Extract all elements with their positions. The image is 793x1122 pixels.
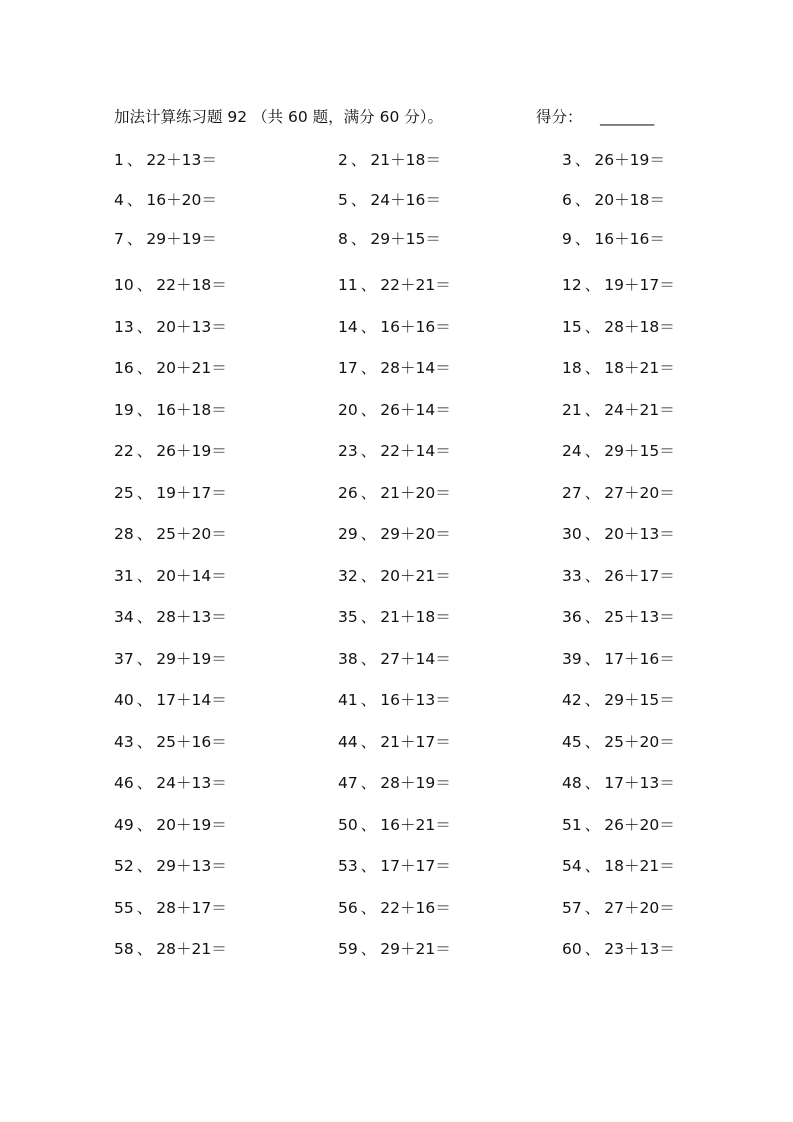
problem-separator: 、 [136,525,153,543]
problem-expression: 25＋20＝ [604,732,675,751]
problem-row [114,436,694,478]
problem-item [338,561,451,591]
problem-expression: 29＋15＝ [370,230,441,248]
problem-item [114,395,227,425]
problem-expression: 29＋21＝ [380,940,451,958]
problem-expression: 28＋14＝ [380,359,451,377]
worksheet-title: 加法计算练习题 92 （共 60 题，满分 60 分）。 [114,108,443,126]
problem-separator: 、 [584,691,601,709]
problem-number: 10 [114,276,134,294]
problem-expression: 16＋13＝ [380,691,451,709]
problem-expression: 29＋19＝ [156,649,227,668]
problem-item [562,145,665,175]
problem-separator: 、 [360,774,377,792]
problem-expression: 23＋13＝ [604,940,675,958]
problem-number: 55 [114,898,134,917]
problem-expression: 17＋17＝ [380,857,451,875]
problem-separator: 、 [584,400,601,419]
problem-number: 8 [338,230,348,248]
problem-number: 18 [562,359,582,377]
problem-item [338,312,451,342]
problem-row [114,224,694,270]
problem-number: 52 [114,857,134,875]
problem-expression: 16＋16＝ [380,317,451,336]
problem-expression: 20＋14＝ [156,566,227,585]
problem-number: 31 [114,566,134,585]
problem-row [114,145,694,185]
problem-row [114,353,694,395]
problem-number: 12 [562,276,582,294]
problem-separator: 、 [360,317,377,336]
problem-number: 19 [114,400,134,419]
problem-expression: 26＋20＝ [604,815,675,834]
problem-separator: 、 [584,649,601,668]
problem-separator: 、 [360,732,377,751]
problem-expression: 25＋16＝ [156,732,227,751]
problem-number: 11 [338,276,358,294]
problem-row [114,644,694,686]
problem-number: 54 [562,857,582,875]
problem-row [114,685,694,727]
problem-number: 17 [338,359,358,377]
problem-separator: 、 [136,898,153,917]
problem-item [562,685,675,715]
problem-row [114,934,694,974]
problem-number: 34 [114,608,134,626]
problem-expression: 20＋18＝ [594,190,665,209]
problem-number: 32 [338,566,358,585]
problem-separator: 、 [584,732,601,751]
problem-expression: 27＋20＝ [604,898,675,917]
problem-number: 48 [562,774,582,792]
problem-item [338,270,451,300]
problem-item [562,644,675,674]
problem-expression: 22＋14＝ [380,442,451,460]
problem-row [114,561,694,603]
problem-expression: 16＋20＝ [146,190,217,209]
problem-number: 4 [114,190,124,209]
problem-number: 56 [338,898,358,917]
problem-expression: 22＋13＝ [146,151,217,169]
problem-number: 1 [114,151,124,169]
problem-expression: 26＋17＝ [604,566,675,585]
problem-item [562,270,675,300]
problem-expression: 20＋21＝ [380,566,451,585]
problem-item [338,644,451,674]
problem-expression: 27＋14＝ [380,649,451,668]
problem-item [562,224,665,254]
problem-number: 2 [338,151,348,169]
problem-separator: 、 [584,276,601,294]
problem-expression: 25＋20＝ [156,525,227,543]
problem-expression: 28＋19＝ [380,774,451,792]
problem-number: 3 [562,151,572,169]
problem-expression: 18＋21＝ [604,857,675,875]
problem-item [562,768,675,798]
problem-separator: 、 [136,691,153,709]
problem-separator: 、 [136,359,153,377]
problem-item [338,185,441,215]
problem-separator: 、 [136,608,153,626]
problem-separator: 、 [360,276,377,294]
problem-separator: 、 [360,525,377,543]
problem-item [114,270,227,300]
problem-item [338,436,451,466]
problem-expression: 21＋17＝ [380,732,451,751]
problem-row [114,810,694,852]
problem-row [114,312,694,354]
problem-separator: 、 [584,940,601,958]
problem-expression: 17＋16＝ [604,649,675,668]
problem-item [562,519,675,549]
problem-separator: 、 [136,774,153,792]
problem-number: 59 [338,940,358,958]
problem-number: 28 [114,525,134,543]
worksheet-header [114,104,674,130]
problem-item [338,685,451,715]
problem-number: 36 [562,608,582,626]
problem-number: 26 [338,483,358,502]
problem-separator: 、 [584,483,601,502]
problem-separator: 、 [574,190,591,209]
problem-number: 57 [562,898,582,917]
problem-item [114,602,227,632]
problem-number: 33 [562,566,582,585]
problem-expression: 24＋13＝ [156,774,227,792]
problem-row [114,270,694,312]
problem-number: 16 [114,359,134,377]
problem-item [338,519,451,549]
problem-item [562,727,675,757]
problem-number: 24 [562,442,582,460]
problem-separator: 、 [584,317,601,336]
problem-separator: 、 [574,230,591,248]
problem-number: 9 [562,230,572,248]
problem-row [114,893,694,935]
problem-expression: 26＋19＝ [156,442,227,460]
problem-separator: 、 [360,400,377,419]
problem-separator: 、 [360,940,377,958]
problem-number: 39 [562,649,582,668]
problem-expression: 25＋13＝ [604,608,675,626]
problem-item [114,185,217,215]
problem-separator: 、 [360,857,377,875]
problem-separator: 、 [360,691,377,709]
problem-item [114,145,217,175]
problem-expression: 20＋21＝ [156,359,227,377]
score-label: 得分： [536,108,583,126]
problem-number: 5 [338,190,348,209]
problem-expression: 27＋20＝ [604,483,675,502]
problem-separator: 、 [350,151,367,169]
problem-item [338,145,441,175]
problem-item [338,224,441,254]
problem-separator: 、 [584,442,601,460]
problem-separator: 、 [584,774,601,792]
problem-item [338,395,451,425]
problem-item [562,395,675,425]
problem-grid [114,145,694,974]
problem-number: 7 [114,230,124,248]
problem-separator: 、 [136,857,153,875]
problem-item [562,851,675,881]
problem-expression: 21＋18＝ [370,151,441,169]
problem-item [114,768,227,798]
problem-separator: 、 [360,359,377,377]
problem-separator: 、 [584,359,601,377]
problem-item [114,478,227,508]
problem-number: 41 [338,691,358,709]
problem-number: 43 [114,732,134,751]
problem-expression: 24＋16＝ [370,190,441,209]
problem-item [562,312,675,342]
problem-number: 58 [114,940,134,958]
problem-expression: 20＋13＝ [604,525,675,543]
problem-item [338,353,451,383]
problem-item [562,353,675,383]
problem-item [562,602,675,632]
problem-number: 14 [338,317,358,336]
problem-row [114,602,694,644]
problem-separator: 、 [350,190,367,209]
problem-number: 22 [114,442,134,460]
problem-number: 29 [338,525,358,543]
problem-row [114,851,694,893]
problem-expression: 16＋21＝ [380,815,451,834]
problem-row [114,519,694,561]
problem-item [562,478,675,508]
problem-expression: 19＋17＝ [156,483,227,502]
problem-item [562,436,675,466]
problem-number: 25 [114,483,134,502]
problem-separator: 、 [584,898,601,917]
problem-number: 21 [562,400,582,419]
problem-number: 42 [562,691,582,709]
problem-number: 49 [114,815,134,834]
problem-number: 47 [338,774,358,792]
problem-row [114,395,694,437]
problem-item [562,185,665,215]
problem-expression: 19＋17＝ [604,276,675,294]
problem-separator: 、 [126,190,143,209]
problem-separator: 、 [360,483,377,502]
problem-separator: 、 [584,525,601,543]
problem-expression: 28＋13＝ [156,608,227,626]
problem-expression: 26＋19＝ [594,151,665,169]
problem-number: 20 [338,400,358,419]
problem-item [338,934,451,964]
problem-separator: 、 [126,151,143,169]
problem-number: 51 [562,815,582,834]
problem-number: 50 [338,815,358,834]
problem-separator: 、 [126,230,143,248]
problem-expression: 16＋18＝ [156,400,227,419]
problem-expression: 26＋14＝ [380,400,451,419]
problem-expression: 29＋20＝ [380,525,451,543]
problem-separator: 、 [136,276,153,294]
problem-expression: 29＋15＝ [604,442,675,460]
problem-number: 53 [338,857,358,875]
problem-expression: 29＋19＝ [146,230,217,248]
problem-expression: 21＋18＝ [380,608,451,626]
problem-item [338,602,451,632]
problem-separator: 、 [136,483,153,502]
problem-item [338,851,451,881]
problem-item [562,934,675,964]
problem-number: 40 [114,691,134,709]
problem-item [114,810,227,840]
problem-separator: 、 [584,857,601,875]
problem-number: 35 [338,608,358,626]
problem-item [562,810,675,840]
problem-item [114,436,227,466]
problem-item [338,727,451,757]
problem-separator: 、 [136,317,153,336]
problem-separator: 、 [136,649,153,668]
problem-item [114,224,217,254]
problem-item [114,519,227,549]
problem-item [114,312,227,342]
problem-separator: 、 [136,566,153,585]
problem-item [114,727,227,757]
problem-row [114,478,694,520]
problem-number: 27 [562,483,582,502]
problem-number: 60 [562,940,582,958]
problem-separator: 、 [136,940,153,958]
problem-item [562,893,675,923]
problem-row [114,768,694,810]
problem-number: 45 [562,732,582,751]
problem-separator: 、 [136,442,153,460]
problem-expression: 21＋20＝ [380,483,451,502]
problem-expression: 20＋19＝ [156,815,227,834]
problem-expression: 22＋18＝ [156,276,227,294]
problem-number: 6 [562,190,572,209]
problem-item [338,768,451,798]
problem-number: 13 [114,317,134,336]
problem-expression: 17＋13＝ [604,774,675,792]
problem-separator: 、 [584,815,601,834]
problem-separator: 、 [584,608,601,626]
problem-expression: 28＋21＝ [156,940,227,958]
problem-item [338,478,451,508]
problem-expression: 20＋13＝ [156,317,227,336]
problem-item [338,893,451,923]
problem-number: 30 [562,525,582,543]
problem-expression: 28＋18＝ [604,317,675,336]
problem-item [114,644,227,674]
problem-row [114,185,694,225]
problem-item [114,685,227,715]
problem-separator: 、 [360,442,377,460]
problem-item [338,810,451,840]
problem-expression: 22＋21＝ [380,276,451,294]
problem-expression: 28＋17＝ [156,898,227,917]
problem-expression: 16＋16＝ [594,230,665,248]
problem-number: 23 [338,442,358,460]
problem-item [114,893,227,923]
problem-expression: 17＋14＝ [156,691,227,709]
problem-separator: 、 [350,230,367,248]
problem-item [114,934,227,964]
problem-separator: 、 [360,815,377,834]
problem-number: 44 [338,732,358,751]
problem-item [114,851,227,881]
problem-expression: 29＋13＝ [156,857,227,875]
problem-row [114,727,694,769]
problem-separator: 、 [574,151,591,169]
problem-number: 46 [114,774,134,792]
problem-number: 38 [338,649,358,668]
problem-separator: 、 [136,400,153,419]
problem-expression: 29＋15＝ [604,691,675,709]
problem-separator: 、 [136,732,153,751]
problem-item [114,353,227,383]
problem-separator: 、 [360,608,377,626]
problem-separator: 、 [360,649,377,668]
score-blank-line: _______ [600,108,655,126]
problem-expression: 22＋16＝ [380,898,451,917]
problem-separator: 、 [360,898,377,917]
problem-number: 37 [114,649,134,668]
problem-separator: 、 [136,815,153,834]
problem-separator: 、 [360,566,377,585]
problem-item [114,561,227,591]
problem-separator: 、 [584,566,601,585]
problem-expression: 18＋21＝ [604,359,675,377]
problem-number: 15 [562,317,582,336]
problem-item [562,561,675,591]
problem-expression: 24＋21＝ [604,400,675,419]
